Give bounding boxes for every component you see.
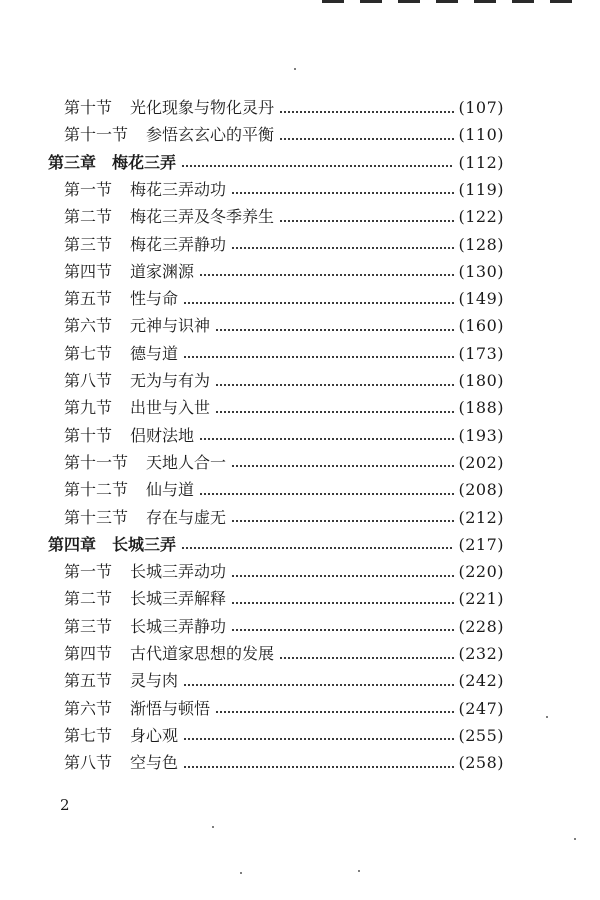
rule-mark <box>360 0 382 3</box>
section-number: 第八节 <box>64 753 113 773</box>
page-reference: (221) <box>458 589 504 609</box>
dot-leader <box>232 629 454 631</box>
toc-section-entry <box>0 367 600 394</box>
dot-leader <box>184 738 454 740</box>
section-number: 第二节 <box>64 207 113 227</box>
toc-section-entry <box>0 449 600 476</box>
dot-leader <box>216 411 454 413</box>
toc-section-entry <box>0 121 600 148</box>
section-title: 古代道家思想的发展 <box>130 644 275 663</box>
page-reference: (180) <box>458 371 504 390</box>
section-number: 第十三节 <box>64 507 129 527</box>
section-title: 天地人合一 <box>146 452 227 472</box>
page-reference: (107) <box>458 98 504 117</box>
section-number: 第一节 <box>64 179 113 199</box>
section-title: 存在与虚无 <box>146 507 227 527</box>
toc-chapter-entry <box>0 149 600 176</box>
page-reference: (247) <box>458 698 504 718</box>
page-reference: (202) <box>458 452 504 472</box>
dot-leader <box>200 438 454 440</box>
toc-section-entry <box>0 176 600 203</box>
section-number: 第十节 <box>64 425 113 445</box>
toc-section-entry <box>0 749 600 776</box>
toc-section-entry <box>0 613 600 640</box>
toc-section-entry <box>0 340 600 367</box>
rule-mark <box>436 0 458 3</box>
section-number: 第七节 <box>64 343 113 363</box>
page-reference: (128) <box>458 234 504 254</box>
dot-leader <box>182 165 452 167</box>
section-title: 空与色 <box>130 753 179 773</box>
page-reference: (232) <box>458 644 504 663</box>
rule-mark <box>512 0 534 3</box>
scan-speck <box>294 68 296 70</box>
section-title: 渐悟与顿悟 <box>130 698 211 718</box>
page-reference: (193) <box>458 425 504 445</box>
rule-mark <box>550 0 572 3</box>
section-title: 德与道 <box>130 343 179 363</box>
section-number: 第十节 <box>64 98 113 117</box>
page-reference: (119) <box>458 179 504 199</box>
dot-leader <box>280 657 454 659</box>
section-number: 第十二节 <box>64 480 129 500</box>
scan-speck <box>546 716 548 718</box>
section-number: 第三节 <box>64 616 113 636</box>
page-reference: (110) <box>458 125 504 145</box>
section-number: 第四节 <box>64 644 113 663</box>
section-title: 梅花三弄静功 <box>130 234 227 254</box>
rule-mark <box>398 0 420 3</box>
dot-leader <box>216 711 454 713</box>
section-number: 第六节 <box>64 316 113 336</box>
page-reference: (149) <box>458 289 504 309</box>
toc-section-entry <box>0 695 600 722</box>
dot-leader <box>200 493 454 495</box>
page-reference: (173) <box>458 343 504 363</box>
section-number: 第五节 <box>64 289 113 309</box>
page-reference: (242) <box>458 671 504 691</box>
section-title: 无为与有为 <box>130 371 211 390</box>
page-reference: (255) <box>458 725 504 745</box>
section-number: 第九节 <box>64 398 113 418</box>
chapter-title: 长城三弄 <box>112 534 177 554</box>
scan-speck <box>358 870 360 872</box>
dot-leader <box>216 384 454 386</box>
page-number: 2 <box>60 796 70 814</box>
page-reference: (217) <box>458 534 504 554</box>
toc-section-entry <box>0 394 600 421</box>
chapter-number: 第三章 <box>48 152 97 172</box>
dot-leader <box>280 138 454 140</box>
section-number: 第一节 <box>64 562 113 582</box>
dot-leader <box>232 575 454 577</box>
section-title: 光化现象与物化灵丹 <box>130 98 275 117</box>
toc-section-entry <box>0 640 600 667</box>
section-title: 出世与入世 <box>130 398 211 418</box>
scan-speck <box>574 838 576 840</box>
dot-leader <box>232 465 454 467</box>
page-reference: (112) <box>458 152 504 172</box>
page-reference: (160) <box>458 316 504 336</box>
section-number: 第五节 <box>64 671 113 691</box>
dot-leader <box>232 192 454 194</box>
toc-section-entry <box>0 722 600 749</box>
section-title: 参悟玄玄心的平衡 <box>146 125 275 145</box>
section-number: 第四节 <box>64 261 113 281</box>
section-title: 性与命 <box>130 289 179 309</box>
toc-section-entry <box>0 203 600 230</box>
section-number: 第十一节 <box>64 125 129 145</box>
dot-leader <box>232 247 454 249</box>
section-title: 长城三弄动功 <box>130 562 227 582</box>
section-number: 第七节 <box>64 725 113 745</box>
dot-leader <box>280 111 454 113</box>
dot-leader <box>184 766 454 768</box>
toc-section-entry <box>0 667 600 694</box>
section-title: 身心观 <box>130 725 179 745</box>
section-number: 第六节 <box>64 698 113 718</box>
page-reference: (220) <box>458 562 504 582</box>
dot-leader <box>182 547 452 549</box>
dot-leader <box>184 684 454 686</box>
dot-leader <box>200 274 454 276</box>
chapter-title: 梅花三弄 <box>112 152 177 172</box>
section-number: 第二节 <box>64 589 113 609</box>
section-number: 第十一节 <box>64 452 129 472</box>
section-title: 侣财法地 <box>130 425 195 445</box>
dot-leader <box>216 329 454 331</box>
rule-mark <box>322 0 344 3</box>
scan-speck <box>212 826 214 828</box>
section-title: 梅花三弄及冬季养生 <box>130 207 275 227</box>
toc-section-entry <box>0 258 600 285</box>
page-reference: (228) <box>458 616 504 636</box>
toc-section-entry <box>0 312 600 339</box>
dot-leader <box>184 356 454 358</box>
toc-section-entry <box>0 585 600 612</box>
page-reference: (212) <box>458 507 504 527</box>
toc-section-entry <box>0 285 600 312</box>
dot-leader <box>232 520 454 522</box>
toc-section-entry <box>0 422 600 449</box>
section-title: 仙与道 <box>146 480 195 500</box>
page-reference: (258) <box>458 753 504 773</box>
section-title: 梅花三弄动功 <box>130 179 227 199</box>
rule-mark <box>474 0 496 3</box>
chapter-number: 第四章 <box>48 534 97 554</box>
page-reference: (188) <box>458 398 504 418</box>
dot-leader <box>280 220 454 222</box>
section-title: 元神与识神 <box>130 316 211 336</box>
toc-section-entry <box>0 476 600 503</box>
dot-leader <box>184 302 454 304</box>
section-title: 灵与肉 <box>130 671 179 691</box>
section-title: 长城三弄解释 <box>130 589 227 609</box>
page-reference: (208) <box>458 480 504 500</box>
top-edge-rules <box>322 0 572 3</box>
page-reference: (122) <box>458 207 504 227</box>
section-number: 第八节 <box>64 371 113 390</box>
dot-leader <box>232 602 454 604</box>
scan-speck <box>240 872 242 874</box>
page-reference: (130) <box>458 261 504 281</box>
toc-chapter-entry <box>0 531 600 558</box>
toc-section-entry <box>0 558 600 585</box>
toc-section-entry <box>0 504 600 531</box>
toc-section-entry <box>0 231 600 258</box>
toc-section-entry <box>0 94 600 121</box>
section-title: 长城三弄静功 <box>130 616 227 636</box>
section-title: 道家渊源 <box>130 261 195 281</box>
section-number: 第三节 <box>64 234 113 254</box>
